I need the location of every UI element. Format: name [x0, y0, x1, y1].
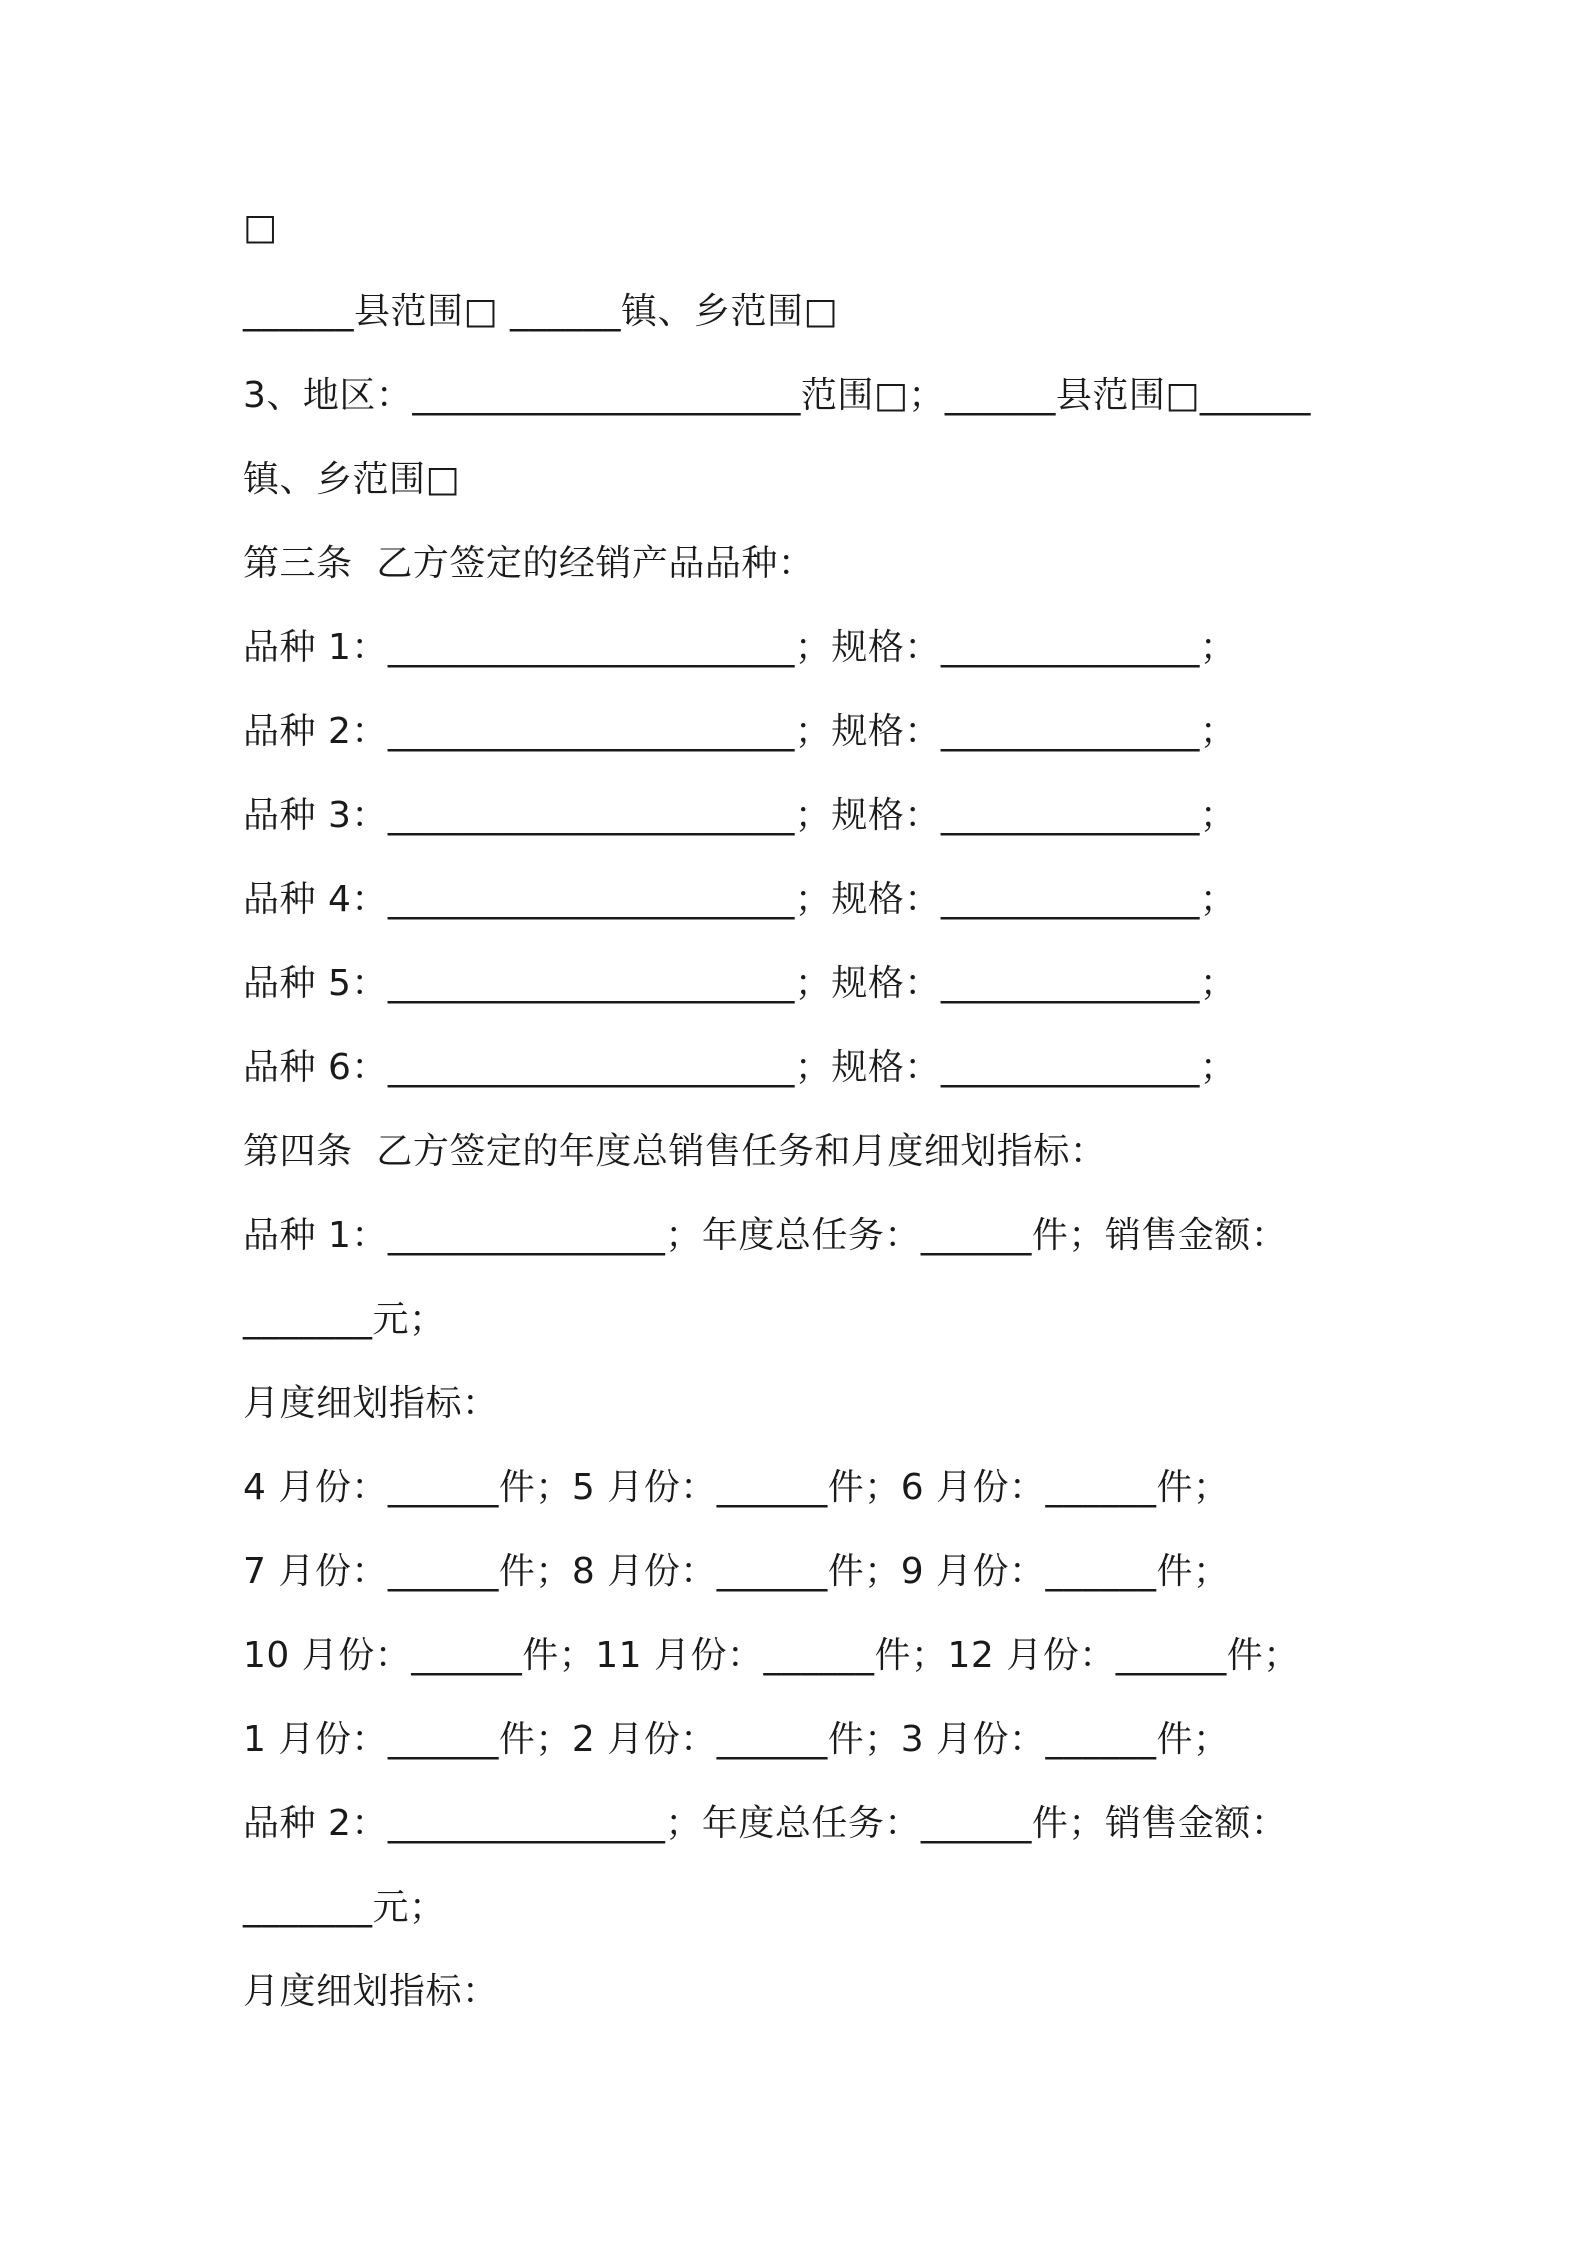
text-line: 1 月份：______件；2 月份：______件；3 月份：______件；	[243, 1719, 1230, 1760]
text-line: 品种 1：_______________；年度总任务：______件；销售金额：	[243, 1215, 1288, 1256]
text-line: 镇、乡范围□	[243, 459, 461, 500]
section-heading: 第三条 乙方签定的经销产品品种：	[243, 543, 815, 584]
text-line: 4 月份：______件；5 月份：______件；6 月份：______件；	[243, 1467, 1230, 1508]
text-line: 3、地区：_____________________范围□；______县范围□______	[243, 375, 1311, 416]
text-line: 品种 3：______________________；规格：______________；	[243, 795, 1237, 836]
text-line: _______元；	[243, 1887, 446, 1928]
text-line: _______元；	[243, 1299, 446, 1340]
text-line: ______县范围□ ______镇、乡范围□	[243, 291, 838, 332]
text-line: 品种 2：______________________；规格：______________；	[243, 711, 1237, 752]
section-heading: 第四条 乙方签定的年度总销售任务和月度细划指标：	[243, 1131, 1107, 1172]
text-line: 月度细划指标：	[243, 1971, 499, 2012]
text-line: 品种 4：______________________；规格：______________；	[243, 879, 1237, 920]
text-line: 品种 6：______________________；规格：______________；	[243, 1047, 1237, 1088]
text-line: 月度细划指标：	[243, 1383, 499, 1424]
text-line: 品种 5：______________________；规格：______________；	[243, 963, 1237, 1004]
text-line: 10 月份：______件；11 月份：______件；12 月份：______件；	[243, 1635, 1300, 1676]
text-line: □	[243, 207, 278, 248]
text-line: 7 月份：______件；8 月份：______件；9 月份：______件；	[243, 1551, 1230, 1592]
text-line: 品种 2：_______________；年度总任务：______件；销售金额：	[243, 1803, 1288, 1844]
text-line: 品种 1：______________________；规格：______________；	[243, 627, 1237, 668]
